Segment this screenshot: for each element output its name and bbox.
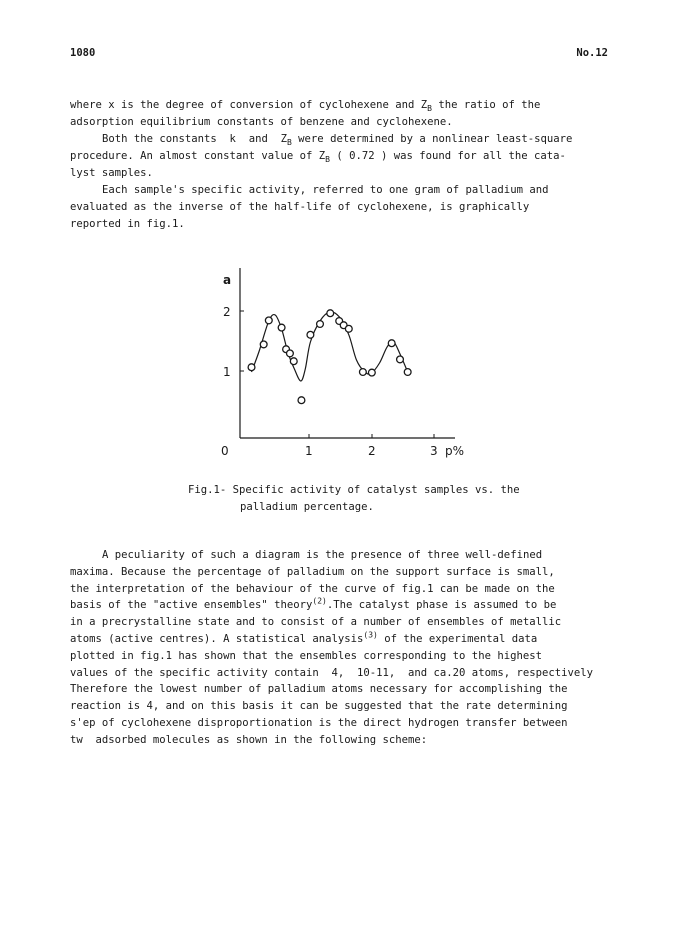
paragraph-4 [70,547,615,749]
para2-line2a: procedure. An almost constant value of Z [70,149,326,162]
x-tick-label-2: 2 [368,444,376,458]
x-tick-label-0: 0 [221,444,229,458]
data-point-19 [404,369,411,376]
reference-2: (2) [312,596,327,606]
data-point-8 [298,397,305,404]
y-tick-label-1: 1 [223,365,231,379]
y-tick-label-2: 2 [223,305,231,319]
para4-line3: the interpretation of the behaviour of the curve of fig.1 can be made on the [70,582,555,595]
x-axis-label: p% [445,444,465,458]
y-axis-label: a [223,273,232,287]
zb-subscript: B [427,104,432,114]
data-points [248,310,411,404]
para4-line6a: atoms (active centres). A statistical analysis [70,632,364,645]
x-tick-label-1: 1 [305,444,313,458]
zb-subscript: B [325,154,330,164]
para2-line3: lyst samples. [70,166,153,179]
data-point-4 [278,324,285,331]
data-point-9 [307,331,314,338]
data-point-16 [368,369,375,376]
para1-line1: where x is the degree of conversion of cyclohexene and Z [70,99,428,111]
data-point-18 [397,356,404,363]
data-point-6 [287,350,294,357]
data-point-11 [327,310,334,317]
para4-line10: reaction is 4, and on this basis it can be suggested that the rate determining [70,700,568,713]
zb-subscript: B [286,138,292,148]
data-point-10 [317,321,324,328]
para3-line1: Each sample's specific activity, referred to one gram of palladium and [102,184,549,196]
data-point-2 [260,341,267,348]
para4-line7: plotted in fig.1 has shown that the ensembles corresponding to the highest [70,649,542,662]
reference-3: (3) [363,630,378,640]
page-number: 1080 [70,47,96,59]
para3-line2: evaluated as the inverse of the half-life of cyclohexene, is graphically [70,200,530,213]
para3-line3: reported in fig.1. [70,217,185,230]
data-point-14 [345,325,352,332]
fit-curve [252,312,408,381]
para4-line12: tw adsorbed molecules as shown in the following scheme: [70,733,428,746]
chart-axes [221,268,464,458]
data-point-3 [265,317,272,324]
para4-line9: Therefore the lowest number of palladium atoms necessary for accomplishing the [70,683,568,696]
para2-line1a: Both the constants k and Z [102,133,287,145]
data-point-7 [290,358,297,365]
para4-line1: A peculiarity of such a diagram is the presence of three well-defined [102,549,543,561]
para4-line5: in a precrystalline state and to consist of a number of ensembles of metallic [70,616,562,629]
para4-line2: maxima. Because the percentage of palladium on the support surface is small, [70,565,555,578]
para4-line8: values of the specific activity contain 4, 10-11, and ca.20 atoms, respectively [70,666,593,679]
data-point-1 [248,364,255,371]
para2-line2b: ( 0.72 ) was found for all the cata- [329,149,566,162]
data-point-17 [388,340,395,347]
issue-number: No.12 [576,47,608,59]
para1-line1-tail: the ratio of the [432,99,541,111]
data-point-15 [359,369,366,376]
para4-line11: s'ep of cyclohexene disproportionation is the direct hydrogen transfer between [70,716,568,729]
caption-line1: Fig.1- Specific activity of catalyst samples vs. the [188,484,520,496]
x-tick-label-3: 3 [430,444,438,458]
para4-line4b: .The catalyst phase is assumed to be [326,599,557,612]
para2-line1b: were determined by a nonlinear least-square [291,133,573,145]
figure-caption [188,482,520,516]
caption-line2: palladium percentage. [240,501,374,513]
para4-line6b: of the experimental data [377,632,538,645]
para1-line2: adsorption equilibrium constants of benzene and cyclohexene. [70,115,453,128]
para4-line4a: basis of the "active ensembles" theory [70,599,313,612]
